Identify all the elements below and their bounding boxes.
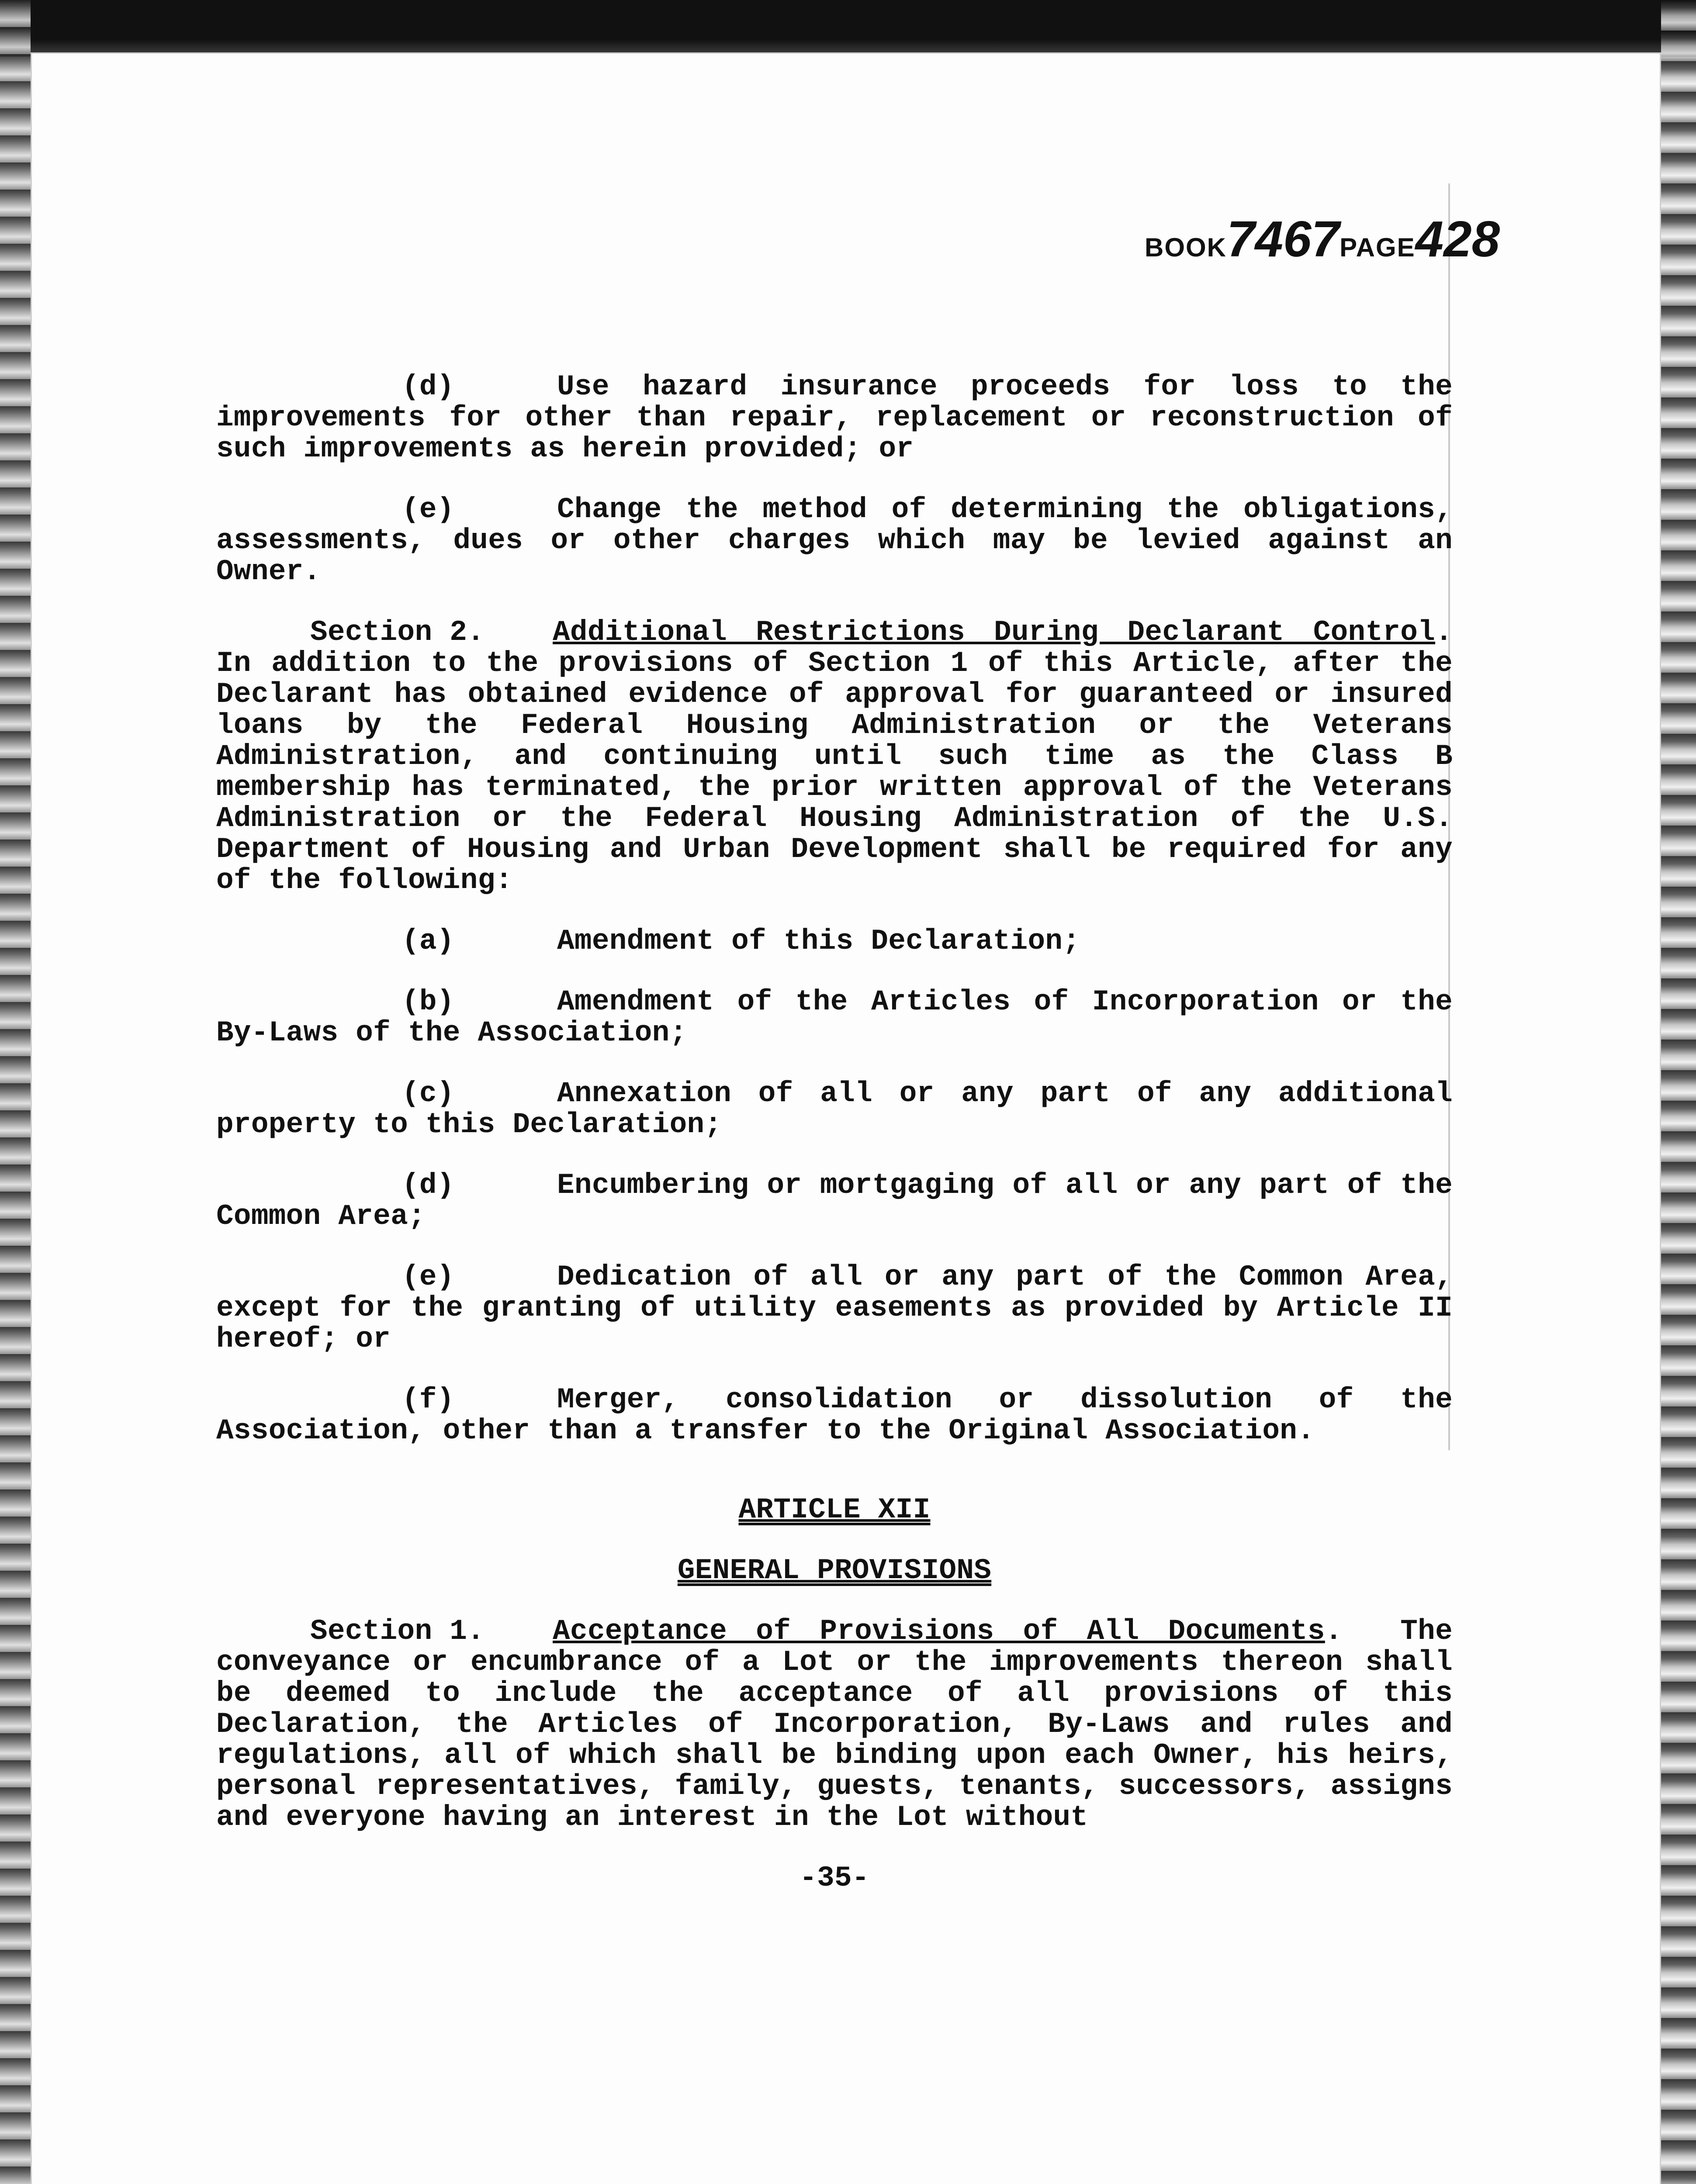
item-label: (e) bbox=[402, 493, 454, 526]
item-label: (d) bbox=[402, 1169, 454, 1202]
item-label: (c) bbox=[402, 1077, 454, 1110]
book-page-stamp bbox=[1145, 210, 1500, 268]
list-item-a bbox=[216, 926, 1453, 957]
item-text-rest: By-Laws of the Association; bbox=[216, 1016, 687, 1049]
item-text-first: Dedication of all or any part of the Common Area, bbox=[557, 1261, 1453, 1293]
document-body bbox=[216, 371, 1453, 1894]
book-label: BOOK bbox=[1145, 233, 1227, 262]
article-subheading bbox=[216, 1555, 1453, 1586]
page-number: -35- bbox=[800, 1862, 869, 1894]
list-item-b bbox=[216, 986, 1453, 1048]
section-body: In addition to the provisions of Section 1 of this Article, after the Declarant has obtained evidence of approval for guaranteed or insured loans by the Federal Housing Administration or the Veterans Administration, and continuing until such time as the Class B membership has terminated, the prior written approval of the Veterans Administration or the Federal Housing Administration of the U.S. Department of Housing and Urban Development shall be required for any of the following: bbox=[216, 647, 1453, 897]
item-label: (a) bbox=[402, 925, 454, 957]
list-item-e bbox=[216, 1261, 1453, 1355]
item-text-first: Amendment of the Articles of Incorporation or the bbox=[557, 985, 1453, 1018]
item-text-first: Change the method of determining the obligations, bbox=[557, 493, 1453, 526]
scan-edge-top bbox=[0, 0, 1696, 57]
item-text-first: Merger, consolidation or dissolution of the bbox=[557, 1383, 1453, 1416]
item-text-first: Annexation of all or any part of any additional bbox=[557, 1077, 1453, 1110]
article-heading-text: ARTICLE XII bbox=[738, 1493, 931, 1526]
section-title-period: . bbox=[1325, 1615, 1343, 1648]
section-title: Acceptance of Provisions of All Documents bbox=[553, 1615, 1325, 1648]
section-number: Section 1. bbox=[310, 1615, 485, 1648]
item-text-first: Encumbering or mortgaging of all or any part of bbox=[557, 1169, 1382, 1202]
section-number: Section 2. bbox=[310, 616, 485, 649]
item-text-rest: except for the granting of utility easements as provided by Article II hereof; or bbox=[216, 1292, 1453, 1355]
section-title: Additional Restrictions During Declarant Control bbox=[553, 616, 1436, 649]
item-text-rest: assessments, dues or other charges which may be levied against an Owner. bbox=[216, 524, 1453, 588]
item-text-rest: improvements for other than repair, replacement or reconstruction of such improvements as herein provided; or bbox=[216, 401, 1453, 465]
section-1-paragraph bbox=[216, 1616, 1453, 1833]
item-text-rest: Association, other than a transfer to the Original Association. bbox=[216, 1414, 1315, 1447]
item-label: (f) bbox=[402, 1383, 454, 1416]
list-item-d bbox=[216, 1170, 1453, 1232]
page-label: PAGE bbox=[1339, 233, 1416, 262]
book-number: 7467 bbox=[1227, 211, 1340, 267]
article-heading bbox=[216, 1494, 1453, 1525]
item-label: (d) bbox=[402, 370, 454, 403]
section-body: conveyance or encumbrance of a Lot or the improvements thereon shall be deemed to include the acceptance of all provisions of this Declaration, the Articles of Incorporation, By-Laws and rules and regulations, all of which shall be binding upon each Owner, his heirs, personal representatives, family, guests, tenants, successors, assigns and everyone having an interest in the Lot without bbox=[216, 1646, 1453, 1834]
item-label: (b) bbox=[402, 985, 454, 1018]
item-text-rest: the Common Area; bbox=[216, 1169, 1453, 1233]
scan-edge-left bbox=[0, 0, 31, 2184]
item-label: (e) bbox=[402, 1261, 454, 1293]
section-2-paragraph bbox=[216, 617, 1453, 896]
article-subheading-text: GENERAL PROVISIONS bbox=[677, 1554, 992, 1587]
paragraph-e-obligations bbox=[216, 494, 1453, 587]
section-title-period: . bbox=[1435, 616, 1453, 649]
scan-edge-right bbox=[1661, 0, 1696, 2184]
list-item-c bbox=[216, 1078, 1453, 1140]
item-text-first: Use hazard insurance proceeds for loss to the bbox=[557, 370, 1453, 403]
item-text-first: Amendment of this Declaration; bbox=[557, 925, 1080, 957]
paragraph-d-insurance bbox=[216, 371, 1453, 464]
section-body-start: The bbox=[1400, 1615, 1453, 1648]
item-text-rest: property to this Declaration; bbox=[216, 1108, 722, 1141]
page-number-stamp: 428 bbox=[1415, 211, 1500, 267]
list-item-f bbox=[216, 1384, 1453, 1446]
